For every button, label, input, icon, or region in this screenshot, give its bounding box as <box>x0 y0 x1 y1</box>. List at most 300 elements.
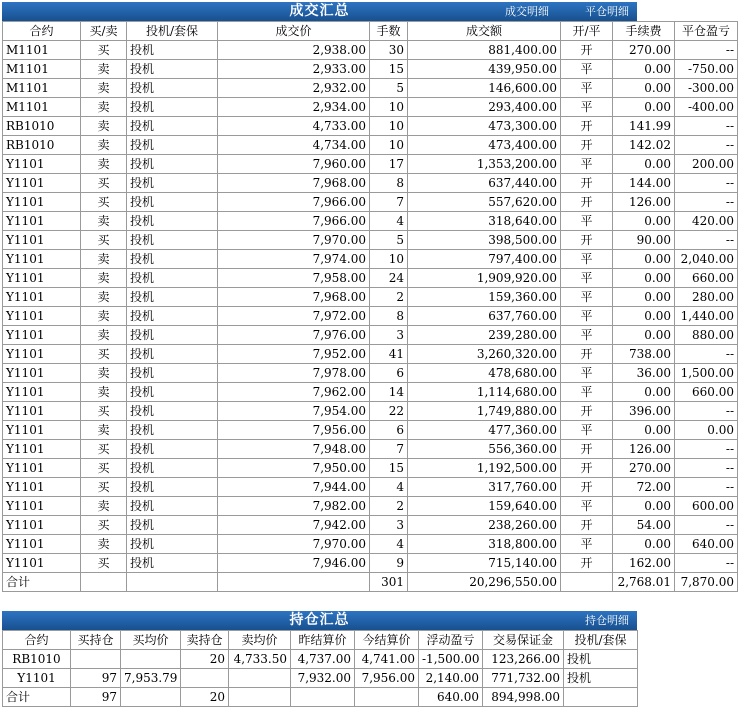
cell-amount: 3,260,320.00 <box>408 345 561 364</box>
cell-fee: 90.00 <box>613 231 675 250</box>
cell-open-close: 平 <box>561 212 613 231</box>
cell-prev-settle: 4,737.00 <box>291 650 355 669</box>
cell-float-pnl: -1,500.00 <box>419 650 483 669</box>
cell-contract: RB1010 <box>3 117 81 136</box>
cell-close-pnl: 660.00 <box>675 383 738 402</box>
cell-lots: 301 <box>370 573 408 592</box>
cell-amount: 439,950.00 <box>408 60 561 79</box>
trade-total-row <box>3 573 738 592</box>
cell-side: 卖 <box>81 326 127 345</box>
cell-side: 买 <box>81 459 127 478</box>
cell-open-close: 开 <box>561 41 613 60</box>
cell-lots: 4 <box>370 535 408 554</box>
cell-open-close <box>561 573 613 592</box>
cell-price <box>218 573 370 592</box>
cell-side: 买 <box>81 440 127 459</box>
cell-hedge: 投机 <box>127 326 218 345</box>
cell-fee: 0.00 <box>613 421 675 440</box>
cell-close-pnl: -- <box>675 440 738 459</box>
cell-today-settle: 4,741.00 <box>355 650 419 669</box>
pos-header-float-pnl: 浮动盈亏 <box>419 631 483 650</box>
pos-header-prev-settle: 昨结算价 <box>291 631 355 650</box>
cell-close-pnl: -- <box>675 117 738 136</box>
cell-side: 买 <box>81 193 127 212</box>
cell-amount: 398,500.00 <box>408 231 561 250</box>
cell-price: 7,970.00 <box>218 535 370 554</box>
cell-price: 7,972.00 <box>218 307 370 326</box>
cell-lots: 41 <box>370 345 408 364</box>
trade-row <box>3 193 738 212</box>
cell-open-close: 平 <box>561 288 613 307</box>
position-summary-section <box>2 611 637 707</box>
cell-contract: Y1101 <box>3 307 81 326</box>
cell-contract: Y1101 <box>3 669 71 688</box>
cell-side: 买 <box>81 41 127 60</box>
trade-summary-titlebar <box>2 2 637 21</box>
cell-amount: 715,140.00 <box>408 554 561 573</box>
col-header-side: 买/卖 <box>81 22 127 41</box>
cell-open-close: 平 <box>561 421 613 440</box>
pos-header-buy-avg: 买均价 <box>121 631 181 650</box>
cell-hedge: 投机 <box>127 41 218 60</box>
cell-float-pnl: 2,140.00 <box>419 669 483 688</box>
cell-hedge: 投机 <box>127 269 218 288</box>
cell-hedge: 投机 <box>127 402 218 421</box>
cell-fee: 0.00 <box>613 535 675 554</box>
cell-close-pnl: -400.00 <box>675 98 738 117</box>
cell-close-pnl: -750.00 <box>675 60 738 79</box>
cell-lots: 10 <box>370 98 408 117</box>
cell-contract: Y1101 <box>3 535 81 554</box>
cell-sell-qty: 20 <box>181 650 229 669</box>
cell-open-close: 开 <box>561 440 613 459</box>
cell-open-close: 平 <box>561 326 613 345</box>
cell-buy-qty: 97 <box>71 688 121 707</box>
cell-contract: Y1101 <box>3 516 81 535</box>
col-header-price: 成交价 <box>218 22 370 41</box>
cell-price: 7,974.00 <box>218 250 370 269</box>
cell-open-close: 平 <box>561 269 613 288</box>
cell-side: 买 <box>81 478 127 497</box>
cell-contract: Y1101 <box>3 364 81 383</box>
cell-fee: 72.00 <box>613 478 675 497</box>
cell-close-pnl: -- <box>675 136 738 155</box>
position-detail-link[interactable]: 持仓明细 <box>585 614 629 627</box>
col-header-hedge: 投机/套保 <box>127 22 218 41</box>
cell-contract: M1101 <box>3 41 81 60</box>
position-summary-header-row <box>3 631 638 650</box>
cell-side: 买 <box>81 174 127 193</box>
cell-lots: 15 <box>370 459 408 478</box>
cell-fee: 144.00 <box>613 174 675 193</box>
cell-hedge <box>127 573 218 592</box>
trade-row <box>3 421 738 440</box>
cell-amount: 473,300.00 <box>408 117 561 136</box>
cell-price: 2,938.00 <box>218 41 370 60</box>
cell-sell-avg <box>229 688 291 707</box>
cell-hedge: 投机 <box>127 155 218 174</box>
cell-price: 7,978.00 <box>218 364 370 383</box>
cell-price: 7,954.00 <box>218 402 370 421</box>
cell-side: 卖 <box>81 60 127 79</box>
cell-side: 买 <box>81 345 127 364</box>
cell-amount: 159,360.00 <box>408 288 561 307</box>
cell-hedge: 投机 <box>127 535 218 554</box>
cell-hedge: 投机 <box>127 478 218 497</box>
cell-contract: 合计 <box>3 573 81 592</box>
cell-side: 卖 <box>81 269 127 288</box>
cell-contract: Y1101 <box>3 174 81 193</box>
cell-price: 7,958.00 <box>218 269 370 288</box>
trade-row <box>3 535 738 554</box>
cell-lots: 14 <box>370 383 408 402</box>
cell-sell-qty <box>181 669 229 688</box>
cell-lots: 15 <box>370 60 408 79</box>
cell-hedge: 投机 <box>127 307 218 326</box>
cell-fee: 270.00 <box>613 459 675 478</box>
cell-close-pnl: -- <box>675 459 738 478</box>
cell-lots: 24 <box>370 269 408 288</box>
trade-row <box>3 98 738 117</box>
cell-contract: Y1101 <box>3 155 81 174</box>
cell-side: 卖 <box>81 79 127 98</box>
cell-amount: 477,360.00 <box>408 421 561 440</box>
cell-price: 7,942.00 <box>218 516 370 535</box>
col-header-contract: 合约 <box>3 22 81 41</box>
cell-price: 7,948.00 <box>218 440 370 459</box>
cell-close-pnl: -- <box>675 402 738 421</box>
cell-hedge: 投机 <box>127 60 218 79</box>
cell-hedge: 投机 <box>127 250 218 269</box>
cell-price: 4,734.00 <box>218 136 370 155</box>
cell-amount: 637,440.00 <box>408 174 561 193</box>
cell-price: 2,934.00 <box>218 98 370 117</box>
position-summary-titlebar <box>2 611 637 630</box>
cell-lots: 17 <box>370 155 408 174</box>
cell-lots: 22 <box>370 402 408 421</box>
cell-today-settle <box>355 688 419 707</box>
cell-lots: 8 <box>370 174 408 193</box>
cell-contract: Y1101 <box>3 421 81 440</box>
cell-lots: 5 <box>370 231 408 250</box>
cell-fee: 0.00 <box>613 288 675 307</box>
cell-price: 7,966.00 <box>218 212 370 231</box>
cell-today-settle: 7,956.00 <box>355 669 419 688</box>
cell-lots: 6 <box>370 364 408 383</box>
cell-close-pnl: 640.00 <box>675 535 738 554</box>
cell-amount: 238,260.00 <box>408 516 561 535</box>
cell-hedge: 投机 <box>564 650 638 669</box>
cell-open-close: 开 <box>561 193 613 212</box>
cell-open-close: 平 <box>561 79 613 98</box>
cell-close-pnl: 280.00 <box>675 288 738 307</box>
cell-amount: 239,280.00 <box>408 326 561 345</box>
cell-sell-avg <box>229 669 291 688</box>
cell-lots: 3 <box>370 326 408 345</box>
cell-close-pnl: -- <box>675 478 738 497</box>
cell-open-close: 开 <box>561 402 613 421</box>
cell-prev-settle: 7,932.00 <box>291 669 355 688</box>
cell-hedge: 投机 <box>127 459 218 478</box>
cell-contract: Y1101 <box>3 231 81 250</box>
cell-side: 卖 <box>81 288 127 307</box>
col-header-lots: 手数 <box>370 22 408 41</box>
cell-amount: 1,749,880.00 <box>408 402 561 421</box>
pos-header-sell-avg: 卖均价 <box>229 631 291 650</box>
cell-fee: 270.00 <box>613 41 675 60</box>
cell-price: 2,933.00 <box>218 60 370 79</box>
cell-fee: 0.00 <box>613 60 675 79</box>
cell-hedge: 投机 <box>127 174 218 193</box>
cell-hedge: 投机 <box>127 345 218 364</box>
cell-side: 卖 <box>81 117 127 136</box>
trade-summary-header-row <box>3 22 738 41</box>
cell-price: 7,960.00 <box>218 155 370 174</box>
cell-side: 卖 <box>81 136 127 155</box>
trade-row <box>3 307 738 326</box>
cell-fee: 396.00 <box>613 402 675 421</box>
cell-close-pnl: 2,040.00 <box>675 250 738 269</box>
cell-side: 卖 <box>81 383 127 402</box>
trade-row <box>3 440 738 459</box>
cell-buy-avg <box>121 650 181 669</box>
col-header-open-close: 开/平 <box>561 22 613 41</box>
cell-close-pnl: 7,870.00 <box>675 573 738 592</box>
cell-lots: 10 <box>370 136 408 155</box>
cell-fee: 141.99 <box>613 117 675 136</box>
cell-price: 2,932.00 <box>218 79 370 98</box>
cell-price: 7,962.00 <box>218 383 370 402</box>
col-header-close-pnl: 平仓盈亏 <box>675 22 738 41</box>
cell-side: 卖 <box>81 250 127 269</box>
cell-open-close: 平 <box>561 307 613 326</box>
cell-open-close: 开 <box>561 554 613 573</box>
cell-lots: 9 <box>370 554 408 573</box>
cell-contract: Y1101 <box>3 250 81 269</box>
cell-amount: 637,760.00 <box>408 307 561 326</box>
cell-amount: 557,620.00 <box>408 193 561 212</box>
trade-row <box>3 231 738 250</box>
cell-margin: 771,732.00 <box>483 669 564 688</box>
cell-open-close: 平 <box>561 98 613 117</box>
cell-contract: M1101 <box>3 60 81 79</box>
cell-lots: 10 <box>370 250 408 269</box>
cell-close-pnl: 660.00 <box>675 269 738 288</box>
cell-buy-qty: 97 <box>71 669 121 688</box>
trade-row <box>3 60 738 79</box>
cell-side: 卖 <box>81 212 127 231</box>
trade-row <box>3 136 738 155</box>
cell-fee: 0.00 <box>613 383 675 402</box>
cell-lots: 2 <box>370 497 408 516</box>
trade-row <box>3 250 738 269</box>
trade-summary-title: 成交汇总 <box>289 3 350 19</box>
position-row <box>3 669 638 688</box>
cell-hedge: 投机 <box>127 421 218 440</box>
cell-lots: 5 <box>370 79 408 98</box>
trade-row <box>3 554 738 573</box>
cell-contract: M1101 <box>3 79 81 98</box>
cell-fee: 126.00 <box>613 193 675 212</box>
cell-margin: 123,266.00 <box>483 650 564 669</box>
pos-header-today-settle: 今结算价 <box>355 631 419 650</box>
cell-hedge: 投机 <box>127 497 218 516</box>
cell-open-close: 平 <box>561 155 613 174</box>
cell-contract: Y1101 <box>3 269 81 288</box>
cell-amount: 293,400.00 <box>408 98 561 117</box>
cell-hedge: 投机 <box>564 669 638 688</box>
close-detail-link[interactable]: 平仓明细 <box>585 5 629 18</box>
cell-fee: 142.02 <box>613 136 675 155</box>
trade-row <box>3 117 738 136</box>
cell-side: 卖 <box>81 364 127 383</box>
trade-row <box>3 402 738 421</box>
cell-prev-settle <box>291 688 355 707</box>
cell-hedge: 投机 <box>127 383 218 402</box>
cell-amount: 881,400.00 <box>408 41 561 60</box>
cell-lots: 10 <box>370 117 408 136</box>
cell-price: 7,970.00 <box>218 231 370 250</box>
cell-price: 4,733.00 <box>218 117 370 136</box>
cell-fee: 162.00 <box>613 554 675 573</box>
cell-contract: RB1010 <box>3 136 81 155</box>
cell-hedge <box>564 688 638 707</box>
pos-header-sell-qty: 卖持仓 <box>181 631 229 650</box>
cell-lots: 7 <box>370 440 408 459</box>
cell-contract: RB1010 <box>3 650 71 669</box>
cell-close-pnl: 200.00 <box>675 155 738 174</box>
trade-row <box>3 79 738 98</box>
pos-header-contract: 合约 <box>3 631 71 650</box>
pos-header-hedge: 投机/套保 <box>564 631 638 650</box>
cell-contract: Y1101 <box>3 193 81 212</box>
trade-row <box>3 478 738 497</box>
cell-contract: Y1101 <box>3 554 81 573</box>
cell-open-close: 平 <box>561 535 613 554</box>
cell-close-pnl: -- <box>675 174 738 193</box>
cell-fee: 0.00 <box>613 98 675 117</box>
cell-price: 7,952.00 <box>218 345 370 364</box>
cell-close-pnl: 600.00 <box>675 497 738 516</box>
cell-close-pnl: 0.00 <box>675 421 738 440</box>
cell-side: 卖 <box>81 535 127 554</box>
cell-contract: Y1101 <box>3 440 81 459</box>
trade-summary-section <box>2 2 734 592</box>
cell-amount: 318,800.00 <box>408 535 561 554</box>
cell-contract: Y1101 <box>3 402 81 421</box>
position-total-row <box>3 688 638 707</box>
trade-detail-link[interactable]: 成交明细 <box>505 5 549 18</box>
cell-amount: 1,909,920.00 <box>408 269 561 288</box>
cell-amount: 20,296,550.00 <box>408 573 561 592</box>
cell-price: 7,950.00 <box>218 459 370 478</box>
cell-price: 7,944.00 <box>218 478 370 497</box>
cell-buy-qty <box>71 650 121 669</box>
cell-amount: 473,400.00 <box>408 136 561 155</box>
cell-open-close: 开 <box>561 231 613 250</box>
cell-fee: 126.00 <box>613 440 675 459</box>
trade-row <box>3 516 738 535</box>
cell-contract: Y1101 <box>3 459 81 478</box>
cell-contract: Y1101 <box>3 212 81 231</box>
cell-lots: 7 <box>370 193 408 212</box>
pos-header-margin: 交易保证金 <box>483 631 564 650</box>
cell-open-close: 开 <box>561 345 613 364</box>
cell-fee: 0.00 <box>613 497 675 516</box>
cell-contract: M1101 <box>3 98 81 117</box>
cell-side: 买 <box>81 516 127 535</box>
trade-row <box>3 41 738 60</box>
cell-price: 7,982.00 <box>218 497 370 516</box>
cell-fee: 0.00 <box>613 79 675 98</box>
cell-fee: 0.00 <box>613 307 675 326</box>
cell-lots: 30 <box>370 41 408 60</box>
pos-header-buy-qty: 买持仓 <box>71 631 121 650</box>
cell-fee: 36.00 <box>613 364 675 383</box>
cell-amount: 318,640.00 <box>408 212 561 231</box>
cell-hedge: 投机 <box>127 117 218 136</box>
cell-open-close: 平 <box>561 364 613 383</box>
trade-row <box>3 269 738 288</box>
cell-close-pnl: 1,500.00 <box>675 364 738 383</box>
cell-amount: 478,680.00 <box>408 364 561 383</box>
cell-close-pnl: -300.00 <box>675 79 738 98</box>
cell-lots: 4 <box>370 478 408 497</box>
cell-side: 卖 <box>81 98 127 117</box>
cell-close-pnl: -- <box>675 516 738 535</box>
cell-lots: 6 <box>370 421 408 440</box>
cell-amount: 317,760.00 <box>408 478 561 497</box>
cell-close-pnl: -- <box>675 345 738 364</box>
cell-hedge: 投机 <box>127 364 218 383</box>
cell-amount: 1,192,500.00 <box>408 459 561 478</box>
cell-hedge: 投机 <box>127 440 218 459</box>
cell-price: 7,966.00 <box>218 193 370 212</box>
cell-fee: 54.00 <box>613 516 675 535</box>
cell-fee: 0.00 <box>613 155 675 174</box>
cell-contract: 合计 <box>3 688 71 707</box>
cell-close-pnl: 420.00 <box>675 212 738 231</box>
cell-hedge: 投机 <box>127 554 218 573</box>
cell-hedge: 投机 <box>127 516 218 535</box>
cell-contract: Y1101 <box>3 383 81 402</box>
cell-lots: 4 <box>370 212 408 231</box>
trade-row <box>3 345 738 364</box>
cell-fee: 0.00 <box>613 269 675 288</box>
cell-amount: 146,600.00 <box>408 79 561 98</box>
trade-row <box>3 288 738 307</box>
cell-open-close: 开 <box>561 478 613 497</box>
cell-contract: Y1101 <box>3 288 81 307</box>
cell-buy-avg: 7,953.79 <box>121 669 181 688</box>
cell-lots: 3 <box>370 516 408 535</box>
cell-open-close: 开 <box>561 516 613 535</box>
cell-side: 买 <box>81 231 127 250</box>
cell-lots: 8 <box>370 307 408 326</box>
cell-hedge: 投机 <box>127 79 218 98</box>
trade-row <box>3 383 738 402</box>
cell-lots: 2 <box>370 288 408 307</box>
cell-close-pnl: 1,440.00 <box>675 307 738 326</box>
cell-side: 买 <box>81 554 127 573</box>
cell-fee: 2,768.01 <box>613 573 675 592</box>
col-header-fee: 手续费 <box>613 22 675 41</box>
cell-float-pnl: 640.00 <box>419 688 483 707</box>
cell-open-close: 平 <box>561 497 613 516</box>
cell-price: 7,968.00 <box>218 174 370 193</box>
position-summary-title: 持仓汇总 <box>289 612 350 628</box>
cell-buy-avg <box>121 688 181 707</box>
